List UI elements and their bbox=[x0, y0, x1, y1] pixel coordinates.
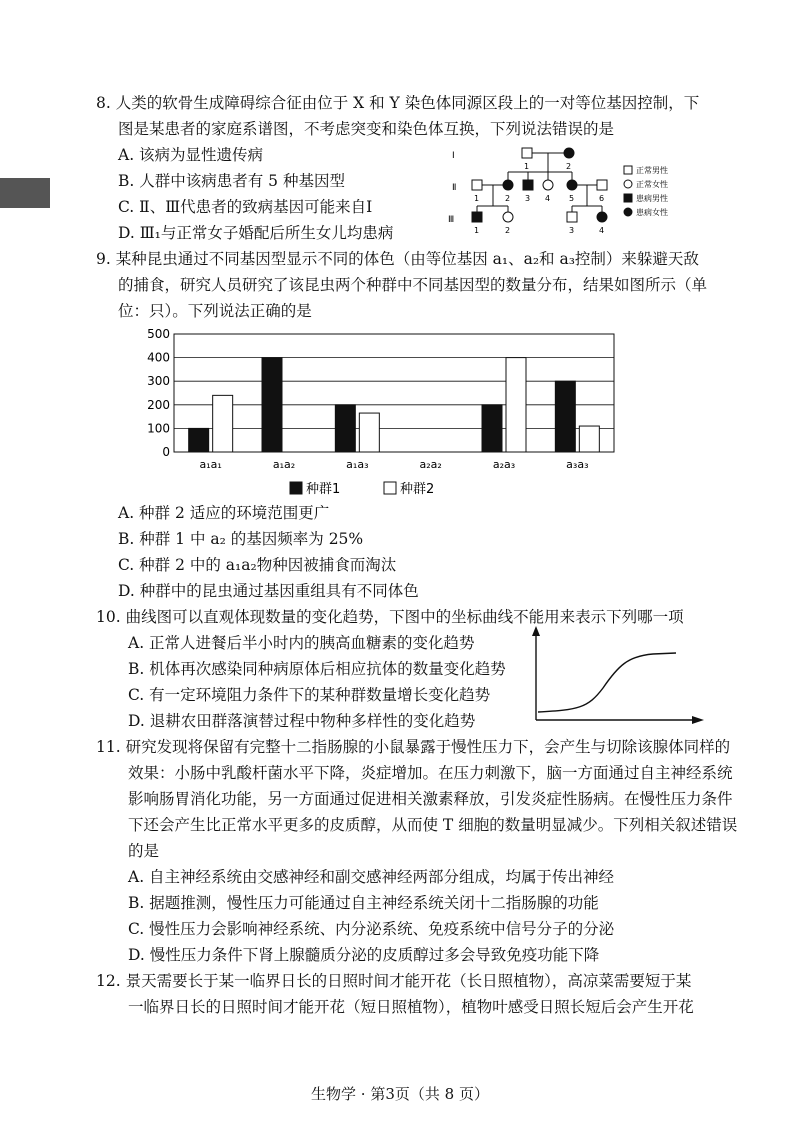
x-tick-label: a₁a₂ bbox=[272, 458, 296, 471]
legend-normal-male: 正常男性 bbox=[636, 166, 668, 175]
gen1-num-1: 1 bbox=[524, 162, 530, 171]
q11-stem-line4: 下还会产生比正常水平更多的皮质醇，从而使 T 细胞的数量明显减少。下列相关叙述错误 bbox=[128, 816, 738, 834]
legend-normal-female: 正常女性 bbox=[636, 180, 668, 189]
q9-stem-line3: 位：只）。下列说法正确的是 bbox=[118, 302, 312, 320]
curve-x-arrow bbox=[692, 716, 704, 724]
bar-pop1-5 bbox=[555, 381, 575, 452]
gen3-3-male-normal bbox=[567, 212, 577, 222]
legend-affected-female: 患病女性 bbox=[636, 208, 668, 217]
gen2-num-4: 4 bbox=[545, 194, 551, 203]
bar-pop1-1 bbox=[262, 358, 282, 452]
q12-stem-line1: 12. 景天需要长于某一临界日长的日照时间才能开花（长日照植物），高凉菜需要短于某 bbox=[96, 972, 692, 990]
q8-option-d: D. Ⅲ₁与正常女子婚配后所生女儿均患病 bbox=[118, 224, 394, 242]
y-tick-label: 500 bbox=[147, 327, 170, 341]
page-edge-mark bbox=[0, 178, 50, 208]
chart-gridlines bbox=[174, 334, 614, 452]
legend-swatch-pop1 bbox=[290, 482, 302, 494]
chart-plot-frame bbox=[174, 334, 614, 452]
q11-stem-line1: 11. 研究发现将保留有完整十二指肠腺的小鼠暴露于慢性压力下，会产生与切除该腺体同样的 bbox=[96, 738, 731, 756]
q11-option-c: C. 慢性压力会影响神经系统、内分泌系统、免疫系统中信号分子的分泌 bbox=[128, 920, 615, 938]
x-tick-label: a₂a₂ bbox=[419, 458, 442, 471]
legend-normal-male-icon bbox=[624, 166, 632, 174]
gen3-num-1: 1 bbox=[474, 226, 480, 235]
q10-option-d: D. 退耕农田群落演替过程中物种多样性的变化趋势 bbox=[128, 712, 476, 730]
legend-affected-female-icon bbox=[624, 208, 632, 216]
gen1-male-normal bbox=[522, 148, 532, 158]
q10-option-c: C. 有一定环境阻力条件下的某种群数量增长变化趋势 bbox=[128, 686, 491, 704]
bar-pop1-2 bbox=[335, 405, 355, 452]
y-tick-label: 200 bbox=[147, 397, 170, 412]
bar-pop2-2 bbox=[359, 413, 379, 452]
chart-y-tick-labels bbox=[147, 327, 170, 459]
gen-label-1: Ⅰ bbox=[452, 151, 455, 161]
x-tick-label: a₃a₃ bbox=[566, 458, 589, 471]
q8-stem-line2: 图是某患者的家庭系谱图，不考虑突变和染色体互换，下列说法错误的是 bbox=[118, 120, 615, 138]
gen1-female-affected bbox=[564, 148, 574, 158]
gen2-num-3: 3 bbox=[525, 194, 531, 203]
gen2-num-5: 5 bbox=[569, 194, 575, 203]
gen2-num-2: 2 bbox=[505, 194, 511, 203]
legend-swatch-pop2 bbox=[384, 482, 396, 494]
q8-option-c: C. Ⅱ、Ⅲ代患者的致病基因可能来自Ⅰ bbox=[118, 198, 373, 216]
q11-stem-line2: 效果：小肠中乳酸杆菌水平下降，炎症增加。在压力刺激下，脑一方面通过自主神经系统 bbox=[128, 764, 733, 782]
q9-stem-line1: 9. 某种昆虫通过不同基因型显示不同的体色（由等位基因 a₁、a₂和 a₃控制）来躲避天敌 bbox=[96, 250, 699, 268]
q11-option-a: A. 自主神经系统由交感神经和副交感神经两部分组成，均属于传出神经 bbox=[128, 868, 615, 886]
genotype-bar-chart bbox=[140, 326, 640, 506]
gen3-2-female-normal bbox=[503, 212, 513, 222]
q11-stem-line5: 的是 bbox=[128, 842, 160, 860]
gen-label-3: Ⅲ bbox=[448, 215, 455, 225]
gen2-3-male-affected bbox=[523, 180, 533, 190]
gen3-4-female-affected bbox=[597, 212, 607, 222]
q8-stem-line1: 8. 人类的软骨生成障碍综合征由位于 X 和 Y 染色体同源区段上的一对等位基因控制，下 bbox=[96, 94, 700, 112]
chart-x-tick-labels bbox=[200, 458, 589, 471]
legend-normal-female-icon bbox=[624, 180, 632, 188]
x-tick-label: a₁a₁ bbox=[199, 458, 222, 471]
pedigree-diagram bbox=[448, 140, 688, 240]
q9-option-a: A. 种群 2 适应的环境范围更广 bbox=[118, 504, 330, 522]
q9-option-c: C. 种群 2 中的 a₁a₂物种因被捕食而淘汰 bbox=[118, 556, 397, 574]
gen2-4-female-normal bbox=[543, 180, 553, 190]
legend-affected-male: 患病男性 bbox=[636, 194, 668, 203]
gen3-1-male-affected bbox=[472, 212, 482, 222]
gen2-num-6: 6 bbox=[599, 194, 605, 203]
q10-option-a: A. 正常人进餐后半小时内的胰高血糖素的变化趋势 bbox=[128, 634, 475, 652]
x-tick-label: a₂a₃ bbox=[492, 458, 516, 471]
gen3-num-3: 3 bbox=[569, 226, 575, 235]
s-curve-line bbox=[538, 653, 676, 712]
q8-option-a: A. 该病为显性遗传病 bbox=[118, 146, 264, 164]
q11-option-b: B. 据题推测，慢性压力可能通过自主神经系统关闭十二指肠腺的功能 bbox=[128, 894, 599, 912]
legend-label-pop2: 种群2 bbox=[400, 482, 435, 497]
bar-pop2-5 bbox=[579, 426, 599, 452]
gen-label-2: Ⅱ bbox=[452, 183, 457, 193]
gen3-num-2: 2 bbox=[505, 226, 511, 235]
legend-label-pop1: 种群1 bbox=[306, 482, 341, 497]
x-tick-label: a₁a₃ bbox=[346, 458, 369, 471]
q11-stem-line3: 影响肠胃消化功能，另一方面通过促进相关激素释放，引发炎症性肠病。在慢性压力条件 bbox=[128, 790, 733, 808]
gen2-num-1: 1 bbox=[474, 194, 480, 203]
y-tick-label: 300 bbox=[147, 374, 170, 389]
gen2-2-female-affected bbox=[503, 180, 513, 190]
q10-stem: 10. 曲线图可以直观体现数量的变化趋势，下图中的坐标曲线不能用来表示下列哪一项 bbox=[96, 608, 684, 626]
legend-affected-male-icon bbox=[624, 194, 632, 202]
q12-stem-line2: 一临界日长的日照时间才能开花（短日照植物），植物叶感受日照长短后会产生开花 bbox=[128, 998, 694, 1016]
q10-option-b: B. 机体再次感染同种病原体后相应抗体的数量变化趋势 bbox=[128, 660, 506, 678]
gen2-1-male-normal bbox=[472, 180, 482, 190]
bar-pop2-0 bbox=[213, 395, 233, 452]
q11-option-d: D. 慢性压力条件下肾上腺髓质分泌的皮质醇过多会导致免疫功能下降 bbox=[128, 946, 600, 964]
q9-option-b: B. 种群 1 中 a₂ 的基因频率为 25% bbox=[118, 530, 364, 548]
bar-pop2-4 bbox=[506, 358, 526, 452]
gen2-6-male-normal bbox=[597, 180, 607, 190]
gen1-num-2: 2 bbox=[566, 162, 572, 171]
bar-pop1-4 bbox=[482, 405, 502, 452]
bar-pop1-0 bbox=[189, 428, 209, 452]
y-tick-label: 0 bbox=[162, 445, 170, 459]
gen2-5-female-affected bbox=[567, 180, 577, 190]
q9-option-d: D. 种群中的昆虫通过基因重组具有不同体色 bbox=[118, 582, 419, 600]
gen3-num-4: 4 bbox=[599, 226, 605, 235]
y-tick-label: 100 bbox=[147, 421, 170, 436]
curve-y-arrow bbox=[532, 626, 540, 636]
page-footer: 生物学 · 第3页（共 8 页） bbox=[311, 1085, 489, 1103]
y-tick-label: 400 bbox=[147, 350, 170, 365]
q8-option-b: B. 人群中该病患者有 5 种基因型 bbox=[118, 172, 345, 190]
s-curve-graph bbox=[528, 626, 708, 728]
q9-stem-line2: 的捕食，研究人员研究了该昆虫两个种群中不同基因型的数量分布，结果如图所示（单 bbox=[118, 276, 708, 294]
